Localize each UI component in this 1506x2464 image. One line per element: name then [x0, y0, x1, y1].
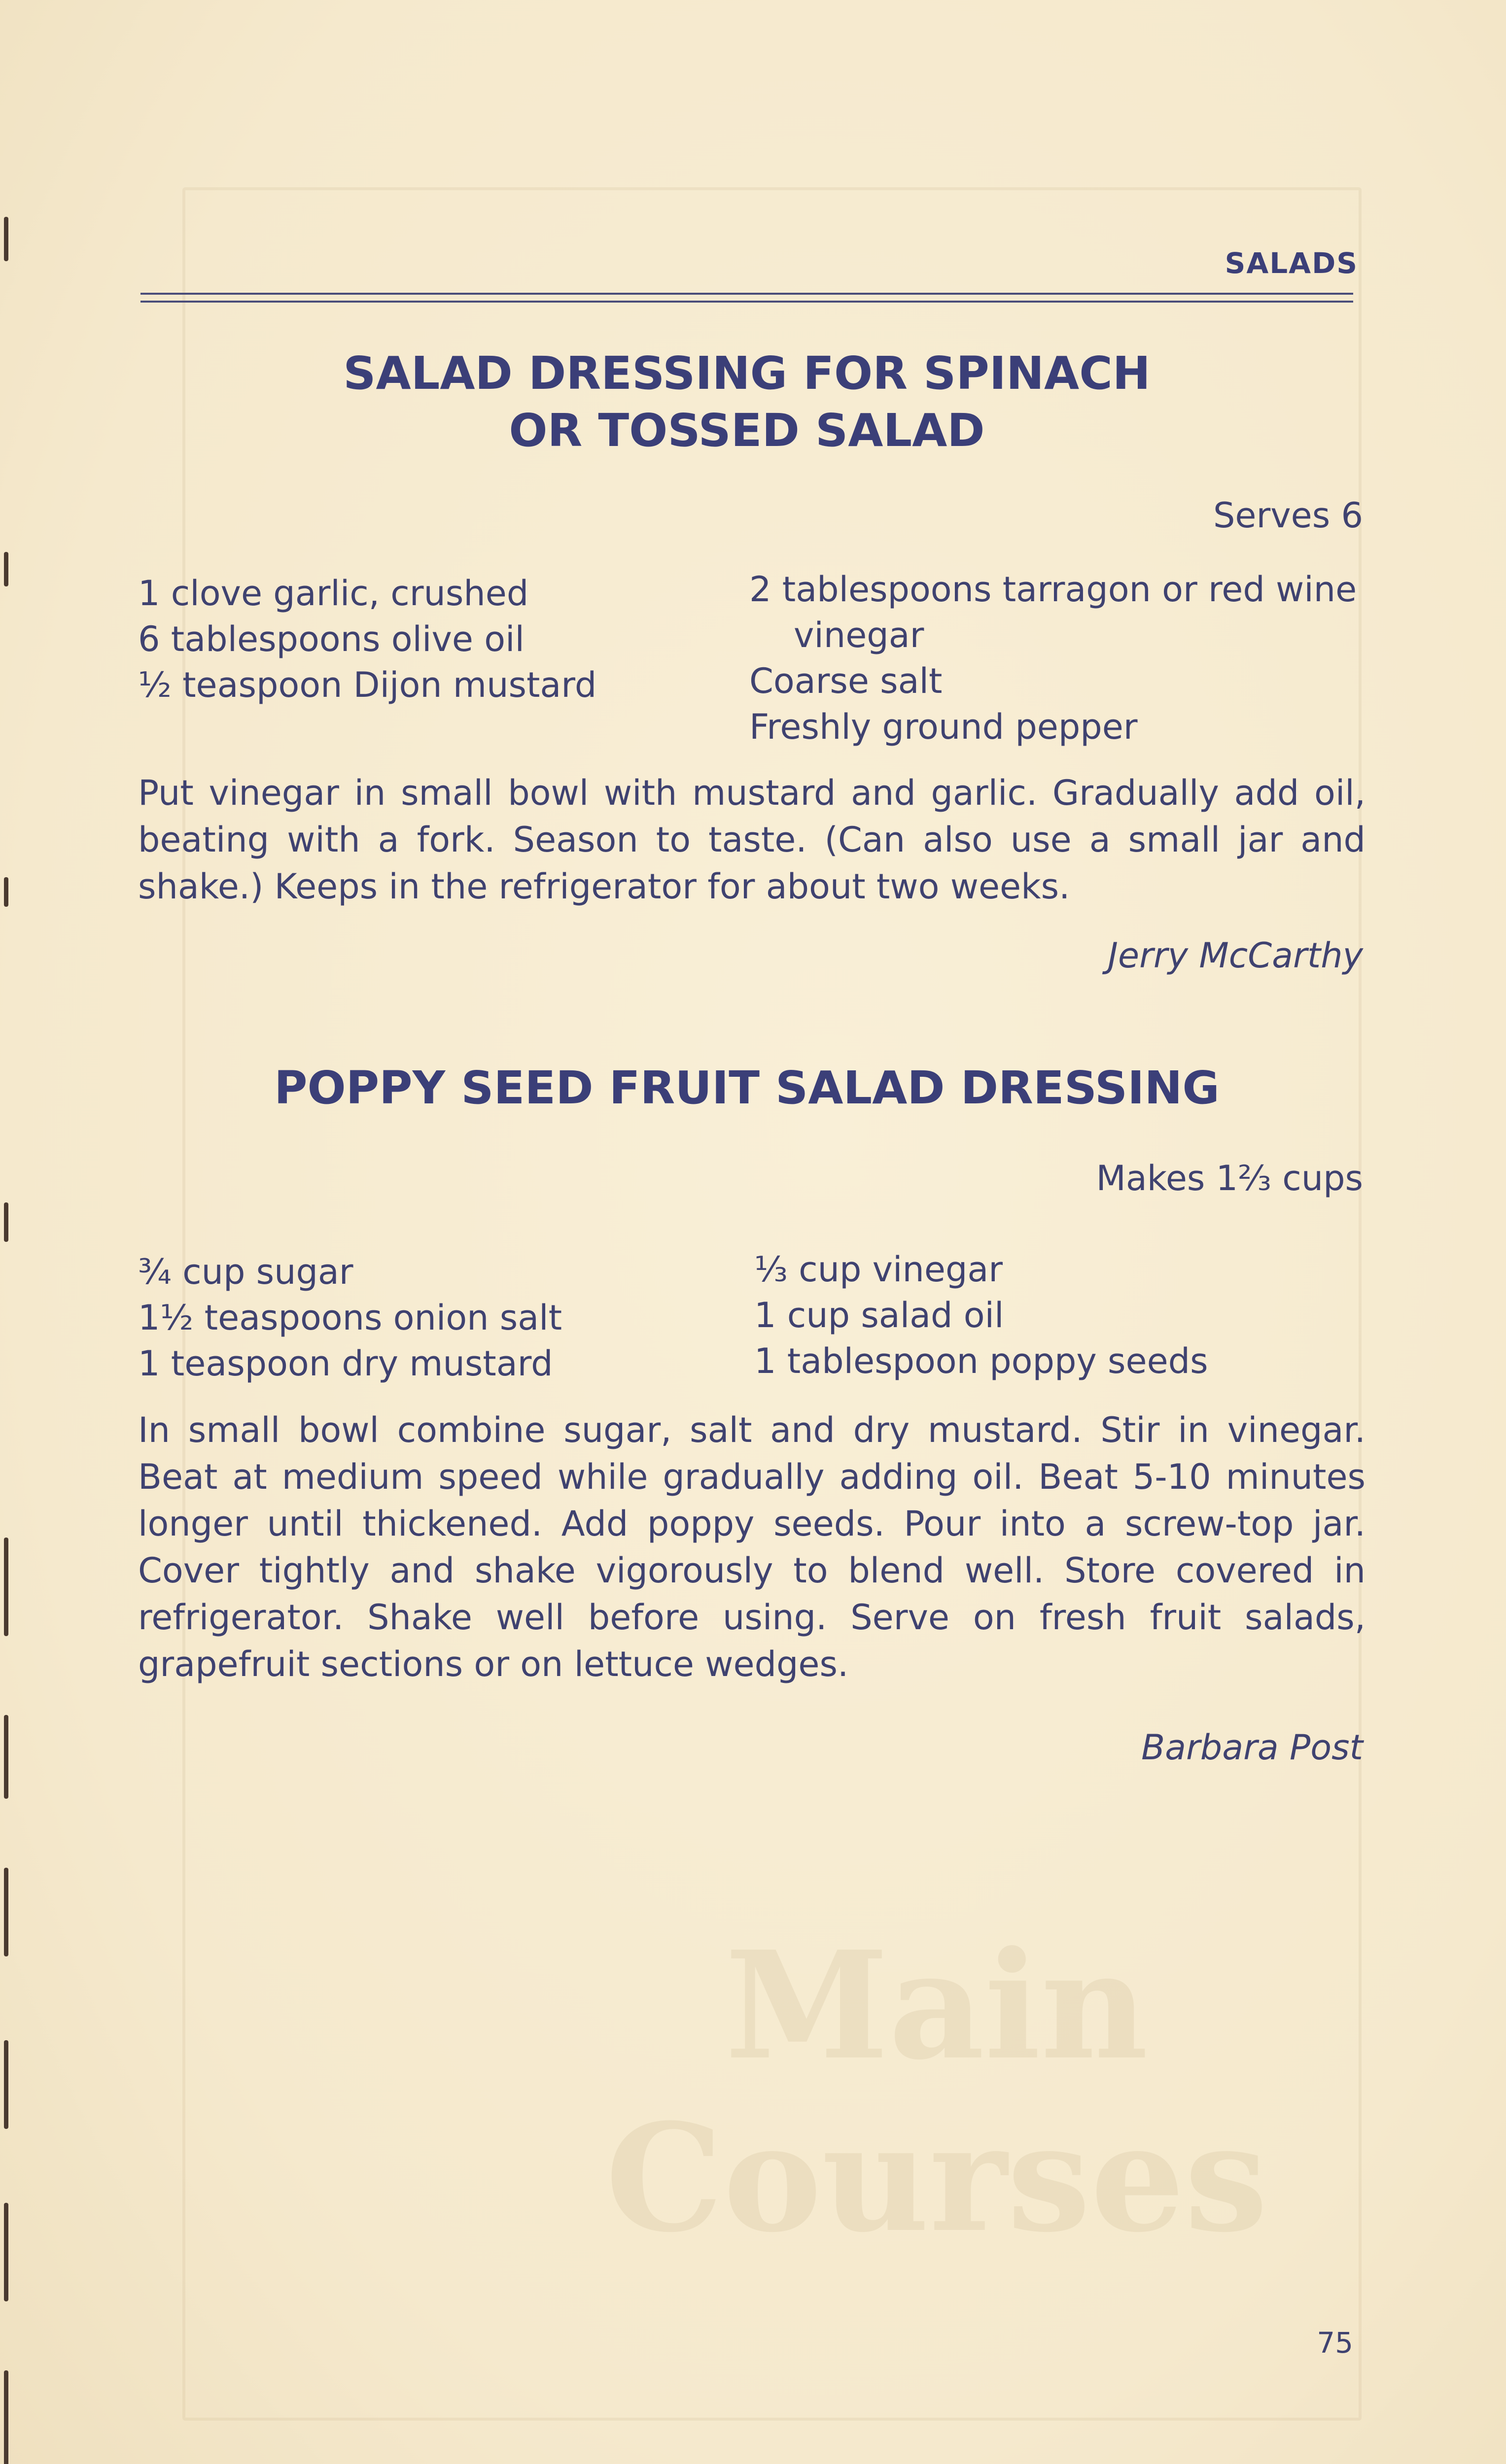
recipe-yield: Makes 1⅔ cups: [1096, 1158, 1363, 1198]
binding-hole: [4, 1868, 8, 1956]
recipe-directions: Put vinegar in small bowl with mustard and garlic. Gradually add oil, beating with a fork. Season to taste. (Can also use a small jar and shake.) Keeps in the refrigerator for about two weeks.: [138, 773, 1366, 907]
ingredients-left: [138, 1249, 562, 1387]
binding-hole: [4, 2203, 8, 2301]
show-through-text: Courses: [605, 2091, 1268, 2265]
recipe-yield: Serves 6: [1213, 495, 1363, 536]
binding-hole: [4, 877, 8, 907]
ingredient: vinegar: [794, 615, 924, 655]
binding-hole: [4, 217, 8, 261]
recipe-directions: In small bowl combine sugar, salt and dry mustard. Stir in vinegar. Beat at medium speed while gradually adding oil. Beat 5-10 minutes longer until thickened. Add poppy seeds. Pour into a screw-top jar. Cover tightly and shake vigorously to blend well. Store covered in refrigerator. Shake well before using. Serve on fresh fruit salads, grapefruit sections or on lettuce wedges.: [138, 1410, 1366, 1684]
page-number: 75: [1317, 2326, 1353, 2360]
ingredient: 1 teaspoon dry mustard: [138, 1343, 553, 1384]
recipe-title: SALAD DRESSING FOR SPINACH OR TOSSED SALAD: [343, 347, 1151, 457]
header-rule: [140, 301, 1353, 303]
ingredient: ¾ cup sugar: [138, 1252, 353, 1292]
recipe-title: POPPY SEED FRUIT SALAD DRESSING: [274, 1061, 1220, 1114]
ingredient: 2 tablespoons tarragon or red wine: [749, 569, 1357, 610]
show-through-text: Main: [725, 1918, 1149, 2092]
recipe-author: Barbara Post: [1141, 1727, 1363, 1768]
ingredient: Freshly ground pepper: [749, 707, 1138, 747]
binding-hole: [4, 2040, 8, 2129]
binding-hole: [4, 1715, 8, 1799]
binding-hole: [4, 2370, 8, 2464]
ingredient: 6 tablespoons olive oil: [138, 619, 525, 659]
ingredients-left: [138, 571, 596, 708]
ingredient: 1½ teaspoons onion salt: [138, 1298, 562, 1338]
ingredient: 1 cup salad oil: [754, 1295, 1004, 1335]
section-header: SALADS: [1225, 246, 1358, 280]
ingredients-right: [754, 1247, 1208, 1384]
ingredient: ⅓ cup vinegar: [754, 1249, 1003, 1290]
recipe-author: Jerry McCarthy: [1108, 935, 1363, 976]
binding-hole: [4, 1202, 8, 1242]
ingredient: Coarse salt: [749, 661, 943, 701]
ingredient: 1 tablespoon poppy seeds: [754, 1341, 1208, 1381]
ingredient: 1 clove garlic, crushed: [138, 573, 529, 614]
binding-hole: [4, 552, 8, 586]
ingredient: ½ teaspoon Dijon mustard: [138, 665, 597, 705]
header-rule: [140, 293, 1353, 295]
binding-hole: [4, 1538, 8, 1636]
ingredients-right: [749, 567, 1357, 750]
